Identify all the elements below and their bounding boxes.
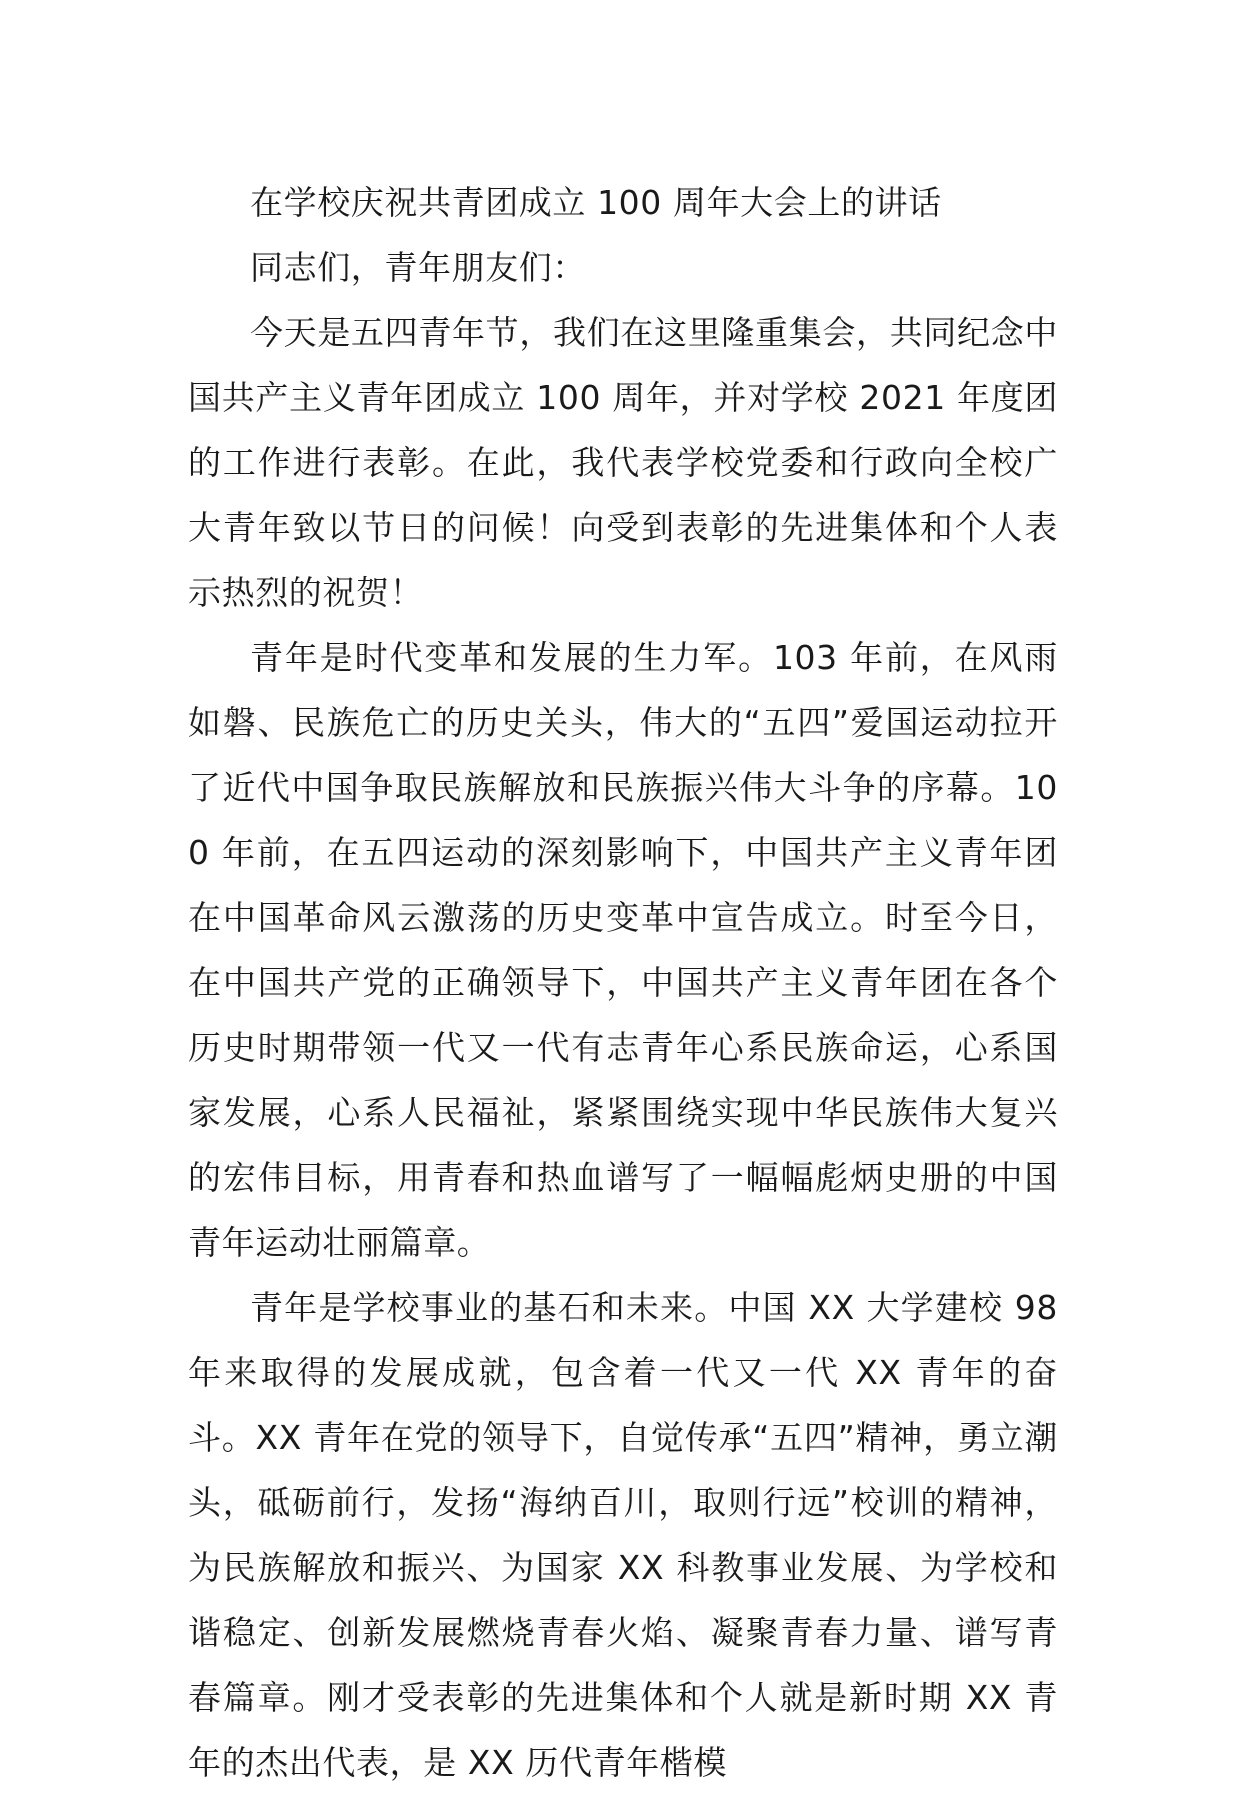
document-title: 在学校庆祝共青团成立 100 周年大会上的讲话 bbox=[250, 183, 942, 222]
paragraph-3: 青年是学校事业的基石和未来。中国 XX 大学建校 98 年来取得的发展成就，包含着一代又一代 XX 青年的奋斗。XX 青年在党的领导下，自觉传承“五四”精神，勇立潮头，砥砺前行，发扬“海纳百川，取则行远”校训的精神，为民族解放和振兴、为国家 XX 科教事业发展、为学校和谐稳定、创新发展燃烧青春火焰、凝聚青春力量、谱写青春篇章。刚才受表彰的先进集体和个人就是新时期 XX 青年的杰出代表，是 XX 历代青年楷模 bbox=[188, 1288, 1058, 1782]
paragraph-2: 青年是时代变革和发展的生力军。103 年前，在风雨如磐、民族危亡的历史关头，伟大的“五四”爱国运动拉开了近代中国争取民族解放和民族振兴伟大斗争的序幕。100 年前，在五四运动的深刻影响下，中国共产主义青年团在中国革命风云激荡的历史变革中宣告成立。时至今日，在中国共产党的正确领导下，中国共产主义青年团在各个历史时期带领一代又一代有志青年心系民族命运，心系国家发展，心系人民福祉，紧紧围绕实现中华民族伟大复兴的宏伟目标，用青春和热血谱写了一幅幅彪炳史册的中国青年运动壮丽篇章。 bbox=[188, 638, 1058, 1262]
document-body bbox=[188, 170, 1058, 1795]
paragraph-1: 今天是五四青年节，我们在这里隆重集会，共同纪念中国共产主义青年团成立 100 周年，并对学校 2021 年度团的工作进行表彰。在此，我代表学校党委和行政向全校广大青年致以节日的问候！向受到表彰的先进集体和个人表示热烈的祝贺！ bbox=[188, 313, 1058, 612]
salutation: 同志们，青年朋友们： bbox=[250, 248, 586, 287]
